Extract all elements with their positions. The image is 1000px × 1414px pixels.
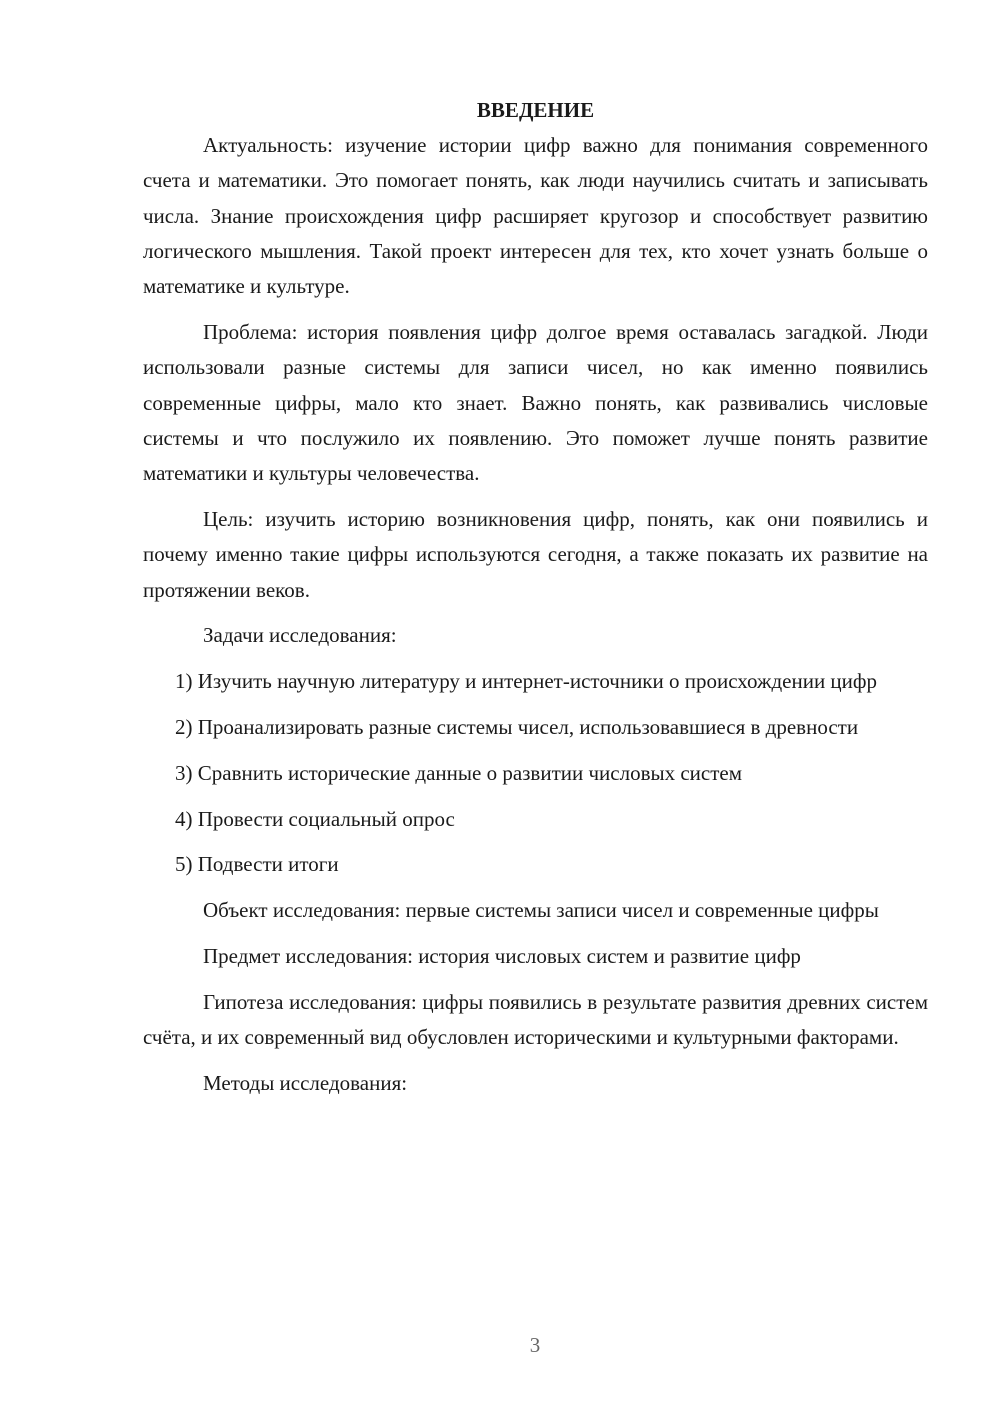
problem-paragraph: Проблема: история появления цифр долгое время оставалась загадкой. Люди использовали разные системы для записи чисел, но как именно появились современные цифры, мало кто знает. Важно понять, как развивались числовые системы и что послужило их появлению. Это поможет лучше понять развитие математики и культуры человечества.: [143, 319, 928, 486]
tasks-heading: Задачи исследования:: [203, 623, 397, 648]
methods-heading: Методы исследования:: [203, 1070, 408, 1095]
page-content: [143, 92, 928, 1112]
goal-paragraph: Цель: изучить историю возникновения цифр, понять, как они появились и почему именно такие цифры используются сегодня, а также показать их развитие на протяжении веков.: [143, 506, 928, 602]
task-item-3: 3) Сравнить исторические данные о развитии числовых систем: [175, 760, 743, 785]
task-item-1: 1) Изучить научную литературу и интернет-источники о происхождении цифр: [175, 669, 878, 694]
subject-paragraph: Предмет исследования: история числовых систем и развитие цифр: [203, 943, 801, 968]
page-number: 3: [529, 1333, 541, 1357]
hypothesis-paragraph: Гипотеза исследования: цифры появились в результате развития древних систем счёта, и их современный вид обусловлен историческими и культурными факторами.: [143, 989, 928, 1050]
task-item-5: 5) Подвести итоги: [175, 852, 339, 877]
object-paragraph: Объект исследования: первые системы записи чисел и современные цифры: [203, 898, 879, 923]
task-item-2: 2) Проанализировать разные системы чисел, использовавшиеся в древности: [175, 714, 859, 739]
relevance-paragraph: Актуальность: изучение истории цифр важно для понимания современного счета и математики. Это помогает понять, как люди научились считать и записывать числа. Знание происхождения цифр расширяет кругозор и способствует развитию логического мышления. Такой проект интересен для тех, кто хочет узнать больше о математике и культуре.: [143, 133, 928, 299]
task-item-4: 4) Провести социальный опрос: [175, 806, 455, 831]
page-title: ВВЕДЕНИЕ: [476, 98, 595, 122]
